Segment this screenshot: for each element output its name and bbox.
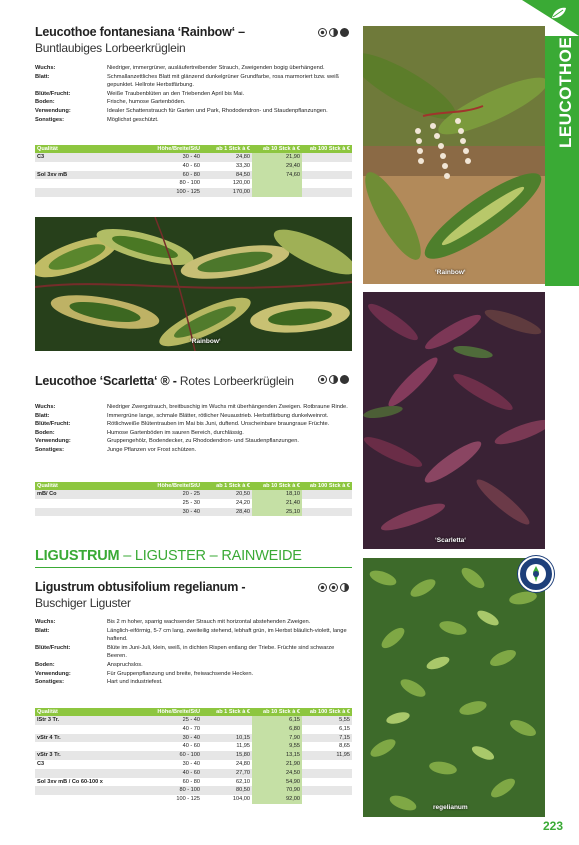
table-header: Höhe/Breite/StU xyxy=(150,708,202,716)
property-label: Boden: xyxy=(35,661,55,668)
table-cell xyxy=(302,162,352,171)
table-cell xyxy=(302,786,352,795)
table-cell: 29,40 xyxy=(252,162,302,171)
table-cell xyxy=(302,188,352,197)
table-cell: 15,80 xyxy=(202,751,252,760)
table-cell xyxy=(302,508,352,517)
table-cell: 104,00 xyxy=(202,795,252,804)
table-cell xyxy=(302,769,352,778)
table-cell: 20,50 xyxy=(202,490,252,499)
product2-title-row xyxy=(35,372,294,390)
property-row xyxy=(35,670,350,679)
product2-properties xyxy=(35,403,350,455)
table-row xyxy=(35,795,352,804)
property-value: Niedriger, immergrüner, ausläufertreibender Strauch, Zweigenden bogig überhängend. xyxy=(107,65,325,71)
product3-properties xyxy=(35,618,350,687)
table-cell: 60 - 80 xyxy=(150,778,202,787)
table-cell xyxy=(302,499,352,508)
table-header: Höhe/Breite/StU xyxy=(150,145,202,153)
property-value: Humose Gartenböden im sauren Bereich, durchlässig. xyxy=(107,429,244,436)
light-symbols xyxy=(318,375,349,384)
photo-caption: ‘Scarletta‘ xyxy=(435,537,467,544)
table-cell: 25,10 xyxy=(252,508,302,517)
sun-icon xyxy=(318,583,327,592)
property-label: Blüte/Frucht: xyxy=(35,644,71,651)
table-row xyxy=(35,508,352,517)
table-header: ab 100 Stck à € xyxy=(302,482,352,490)
property-label: Verwendung: xyxy=(35,670,71,677)
table-header: Qualität xyxy=(35,708,150,716)
table-cell xyxy=(302,760,352,769)
property-value: Junge Pflanzen vor Frost schützen. xyxy=(107,446,197,453)
table-row xyxy=(35,188,352,197)
table-cell: 92,00 xyxy=(252,795,302,804)
page-number: 223 xyxy=(543,819,564,833)
sun-icon xyxy=(318,375,327,384)
table-row xyxy=(35,786,352,795)
table-cell xyxy=(202,725,252,734)
section-heading-bold: LIGUSTRUM xyxy=(35,548,120,564)
table-cell: 24,80 xyxy=(202,153,252,162)
table-cell: 80,50 xyxy=(202,786,252,795)
property-row xyxy=(35,446,350,455)
table-cell: 24,80 xyxy=(202,760,252,769)
table-cell: mB/ Co xyxy=(35,490,150,499)
table-cell xyxy=(202,716,252,725)
property-row xyxy=(35,73,350,90)
property-row xyxy=(35,644,350,661)
table-cell xyxy=(35,769,150,778)
property-row xyxy=(35,661,350,670)
table-cell: 30 - 40 xyxy=(150,734,202,743)
property-value: Gruppengehölz, Bodendecker, zu Rhododendron- und Staudenpflanzungen. xyxy=(107,438,299,445)
table-cell: 60 - 80 xyxy=(150,171,202,180)
quality-badge-icon xyxy=(518,556,554,592)
table-cell: 11,95 xyxy=(302,751,352,760)
table-cell xyxy=(35,499,150,508)
property-value: Möglichst geschützt. xyxy=(107,116,159,123)
property-label: Sonstiges: xyxy=(35,116,65,123)
table-cell: 25 - 40 xyxy=(150,716,202,725)
table-header: ab 10 Stck à € xyxy=(252,145,302,153)
table-row xyxy=(35,725,352,734)
property-row xyxy=(35,618,350,627)
table-cell: 9,55 xyxy=(252,742,302,751)
table-cell: 7,15 xyxy=(302,734,352,743)
property-label: Blatt: xyxy=(35,73,50,80)
property-row xyxy=(35,116,350,125)
property-label: Blatt: xyxy=(35,412,50,419)
property-row xyxy=(35,403,350,412)
table-cell: 5,55 xyxy=(302,716,352,725)
leaf-icon xyxy=(550,6,568,20)
table-cell: 6,15 xyxy=(302,725,352,734)
table-cell: 40 - 70 xyxy=(150,725,202,734)
table-cell: 120,00 xyxy=(202,179,252,188)
table-cell: 24,20 xyxy=(202,499,252,508)
table-cell: 100 - 125 xyxy=(150,188,202,197)
table-header: Qualität xyxy=(35,145,150,153)
rainbow-flower-photo xyxy=(363,26,545,284)
property-label: Blüte/Frucht: xyxy=(35,421,71,428)
product2-title-rest: Rotes Lorbeerkrüglein xyxy=(176,374,294,388)
property-label: Wuchs: xyxy=(35,404,56,410)
table-cell: 80 - 100 xyxy=(150,786,202,795)
table-cell: 170,00 xyxy=(202,188,252,197)
table-cell: 40 - 60 xyxy=(150,769,202,778)
half-shade-icon xyxy=(340,583,349,592)
property-row xyxy=(35,429,350,438)
product1-title: Leucothoe fontanesiana ‘Rainbow‘ – xyxy=(35,25,245,39)
table-cell: 30 - 40 xyxy=(150,760,202,769)
property-row xyxy=(35,107,350,116)
sidebar-label: LEUCOTHOE xyxy=(556,36,575,148)
table-cell: 18,10 xyxy=(252,490,302,499)
table-header: Höhe/Breite/StU xyxy=(150,482,202,490)
sun-icon xyxy=(318,28,327,37)
table-header: ab 1 Stck à € xyxy=(202,482,252,490)
table-header: ab 1 Stck à € xyxy=(202,145,252,153)
table-cell: 54,90 xyxy=(252,778,302,787)
table-cell: 62,10 xyxy=(202,778,252,787)
table-cell xyxy=(35,179,150,188)
property-row xyxy=(35,64,350,73)
table-cell: 27,70 xyxy=(202,769,252,778)
scarletta-photo xyxy=(363,292,545,549)
property-row xyxy=(35,627,350,644)
property-label: Wuchs: xyxy=(35,65,56,71)
section-heading-rest: – LIGUSTER – RAINWEIDE xyxy=(119,548,302,564)
product3-subtitle: Buschiger Liguster xyxy=(35,596,131,610)
shade-icon xyxy=(340,28,349,37)
table-cell: 6,15 xyxy=(252,716,302,725)
photo-caption: ‘Rainbow‘ xyxy=(190,338,221,345)
property-value: Länglich-eiförmig, 5-7 cm lang, zweiteilig stehend, lebhaft grün, im Herbst bläulich-violett, lange haftend. xyxy=(107,627,347,643)
property-label: Sonstiges: xyxy=(35,446,65,453)
table-row xyxy=(35,716,352,725)
property-value: Blüte im Juni-Juli, klein, weiß, in dichten Rispen entlang der Triebe. Früchte sind schwarze Beeren. xyxy=(107,644,335,660)
table-cell xyxy=(302,490,352,499)
table-cell xyxy=(35,786,150,795)
table-cell: 20 - 25 xyxy=(150,490,202,499)
table-cell: 30 - 40 xyxy=(150,153,202,162)
property-label: Blüte/Frucht: xyxy=(35,90,71,97)
table-row xyxy=(35,171,352,180)
shade-icon xyxy=(340,375,349,384)
property-row xyxy=(35,678,350,687)
table-cell: vStr 4 Tr. xyxy=(35,734,150,743)
table-cell: 40 - 60 xyxy=(150,162,202,171)
property-row xyxy=(35,412,350,421)
table-cell: Sol 3xv mB xyxy=(35,171,150,180)
table-cell: 28,40 xyxy=(202,508,252,517)
property-label: Boden: xyxy=(35,429,55,436)
table-cell xyxy=(302,179,352,188)
table-cell: 24,50 xyxy=(252,769,302,778)
table-row xyxy=(35,751,352,760)
table-row xyxy=(35,490,352,499)
product3-price-table xyxy=(35,708,352,804)
table-cell: 84,50 xyxy=(202,171,252,180)
property-value: Bis 2 m hoher, sparrig wachsender Strauch mit horizontal abstehenden Zweigen. xyxy=(107,619,311,625)
property-label: Verwendung: xyxy=(35,438,71,445)
property-row xyxy=(35,90,350,99)
product1-properties xyxy=(35,64,350,124)
property-row xyxy=(35,437,350,446)
property-value: Rötlichweiße Blütentrauben im Mai bis Juni, duftend. Unscheinbare braungraue Früchte. xyxy=(107,421,330,428)
table-header: ab 10 Stck à € xyxy=(252,482,302,490)
table-cell: 21,90 xyxy=(252,153,302,162)
table-row xyxy=(35,162,352,171)
table-row xyxy=(35,742,352,751)
table-cell: C3 xyxy=(35,153,150,162)
table-row xyxy=(35,499,352,508)
table-header: Qualität xyxy=(35,482,150,490)
table-cell: 100 - 125 xyxy=(150,795,202,804)
product1-price-table xyxy=(35,145,352,197)
table-row xyxy=(35,760,352,769)
table-cell: 74,60 xyxy=(252,171,302,180)
rainbow-leaves-photo xyxy=(35,217,352,351)
property-value: Schmallanzettliches Blatt mit glänzend dunkelgrüner Grundfarbe, rosa marmoriert bzw. weiß gepunktet. Hellrote Herbstfärbung. xyxy=(107,73,340,89)
table-cell xyxy=(302,795,352,804)
photo-caption: ‘Rainbow‘ xyxy=(435,269,466,276)
table-cell xyxy=(302,153,352,162)
table-cell: 13,15 xyxy=(252,751,302,760)
table-cell: 11,95 xyxy=(202,742,252,751)
table-row xyxy=(35,734,352,743)
property-label: Wuchs: xyxy=(35,619,56,625)
table-cell: vStr 3 Tr. xyxy=(35,751,150,760)
product1-subtitle: Buntlaubiges Lorbeerkrüglein xyxy=(35,41,186,55)
sun-icon xyxy=(329,583,338,592)
table-cell: 7,90 xyxy=(252,734,302,743)
table-header: ab 10 Stck à € xyxy=(252,708,302,716)
table-cell: 21,40 xyxy=(252,499,302,508)
table-cell xyxy=(35,508,150,517)
product2-price-table xyxy=(35,482,352,516)
table-cell xyxy=(35,742,150,751)
property-value: Weiße Traubenblüten an den Triebenden April bis Mai. xyxy=(107,90,245,97)
table-row xyxy=(35,179,352,188)
product2-title: Leucothoe ‘Scarletta‘ ® - xyxy=(35,374,177,388)
table-cell: 30 - 40 xyxy=(150,508,202,517)
property-value: Frische, humose Gartenböden. xyxy=(107,99,186,106)
property-row xyxy=(35,98,350,107)
property-label: Blatt: xyxy=(35,627,50,634)
half-shade-icon xyxy=(329,28,338,37)
table-cell: 25 - 30 xyxy=(150,499,202,508)
table-row xyxy=(35,778,352,787)
table-cell xyxy=(35,795,150,804)
property-value: Niedriger Zwergstrauch, breitbuschig im Wuchs mit überhängenden Zweigen. Rotbraune Rinde. xyxy=(107,404,348,410)
property-row xyxy=(35,420,350,429)
ligustrum-photo xyxy=(363,558,545,817)
property-value: Anspruchslos. xyxy=(107,661,143,668)
table-cell xyxy=(35,162,150,171)
table-cell xyxy=(252,188,302,197)
table-cell xyxy=(302,171,352,180)
table-row xyxy=(35,153,352,162)
section-heading xyxy=(35,548,302,564)
table-row xyxy=(35,769,352,778)
table-cell xyxy=(302,778,352,787)
table-cell: Sol 3xv mB / Co 60-100 x xyxy=(35,778,150,787)
table-cell xyxy=(35,725,150,734)
property-value: Hart und industriefest. xyxy=(107,679,163,686)
table-cell: 33,30 xyxy=(202,162,252,171)
property-label: Boden: xyxy=(35,99,55,106)
table-cell: lStr 3 Tr. xyxy=(35,716,150,725)
table-header: ab 100 Stck à € xyxy=(302,145,352,153)
table-cell: 70,90 xyxy=(252,786,302,795)
table-cell xyxy=(252,179,302,188)
table-cell: 60 - 100 xyxy=(150,751,202,760)
light-symbols xyxy=(318,28,349,37)
light-symbols xyxy=(318,583,349,592)
section-rule xyxy=(35,567,352,568)
table-cell: 80 - 100 xyxy=(150,179,202,188)
table-cell: 10,15 xyxy=(202,734,252,743)
property-value: Immergrüne lange, schmale Blätter, rötlicher Neuaustrieb. Herbstfärbung dunkelweinrot. xyxy=(107,412,329,419)
half-shade-icon xyxy=(329,375,338,384)
table-cell xyxy=(35,188,150,197)
table-header: ab 1 Stck à € xyxy=(202,708,252,716)
property-label: Verwendung: xyxy=(35,107,71,114)
product3-title: Ligustrum obtusifolium regelianum - xyxy=(35,580,246,594)
photo-caption: regelianum xyxy=(433,804,468,811)
property-value: Für Gruppenpflanzung und breite, freiwachsende Hecken. xyxy=(107,670,254,677)
property-label: Sonstiges: xyxy=(35,679,65,686)
table-cell: 6,80 xyxy=(252,725,302,734)
table-cell: C3 xyxy=(35,760,150,769)
table-cell: 21,90 xyxy=(252,760,302,769)
property-value: Idealer Schattenstrauch für Garten und Park, Rhododendron- und Staudenpflanzungen. xyxy=(107,107,328,114)
table-header: ab 100 Stck à € xyxy=(302,708,352,716)
table-cell: 40 - 60 xyxy=(150,742,202,751)
table-cell: 8,65 xyxy=(302,742,352,751)
